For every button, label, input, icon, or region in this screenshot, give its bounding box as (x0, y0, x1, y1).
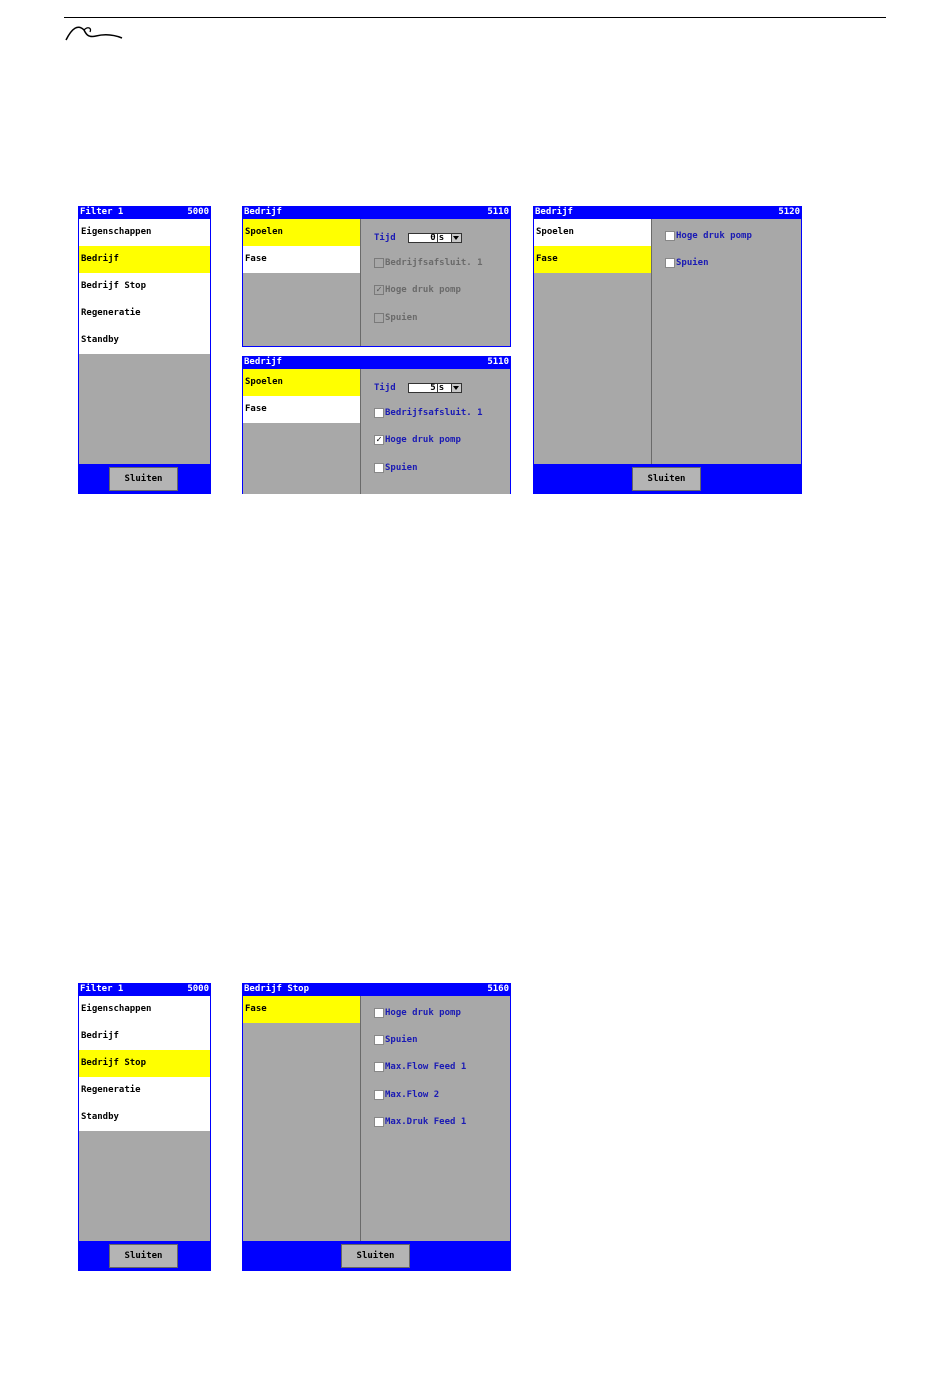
menu-item-fase[interactable]: Fase (243, 996, 360, 1023)
checkbox[interactable] (374, 258, 384, 268)
tijd-input[interactable]: 5 (408, 383, 438, 393)
option-row-bedrijfsafsluit[interactable] (374, 256, 483, 270)
option-row-spuien[interactable] (374, 461, 418, 475)
menu-item-bedrijf[interactable]: Bedrijf (79, 246, 210, 273)
menu-item-regeneratie[interactable]: Regeneratie (79, 300, 210, 327)
option-row-spuien[interactable] (665, 256, 709, 270)
checkbox[interactable] (374, 463, 384, 473)
option-row-hoge-druk-pomp[interactable] (374, 283, 461, 297)
option-label: Max.Flow 2 (385, 1090, 440, 1100)
option-label: Spuien (676, 258, 709, 268)
tijd-label: Tijd (374, 233, 396, 243)
menu-item-spoelen[interactable]: Spoelen (243, 219, 360, 246)
option-row-max-flow-2[interactable] (374, 1088, 439, 1102)
option-row-max-flow-feed-1[interactable] (374, 1060, 466, 1074)
title-bar (242, 206, 511, 218)
close-button[interactable]: Sluiten (632, 467, 701, 491)
side-menu (243, 369, 360, 494)
menu-item-bedrijf[interactable]: Bedrijf (79, 1023, 210, 1050)
unit-select[interactable]: s (438, 233, 452, 243)
checkbox[interactable] (374, 1062, 384, 1072)
tijd-row (374, 381, 462, 395)
option-row-spuien[interactable] (374, 1033, 418, 1047)
option-row-hoge-druk-pomp[interactable] (665, 229, 752, 243)
bedrijf-fase-window (533, 206, 802, 494)
menu-item-fase[interactable]: Fase (243, 396, 360, 423)
settings-pane (651, 219, 801, 464)
title-bar (242, 983, 511, 995)
settings-pane (360, 369, 510, 494)
menu-item-fase[interactable]: Fase (534, 246, 651, 273)
bedrijf-spoelen-disabled-window (242, 206, 511, 347)
tijd-label: Tijd (374, 383, 396, 393)
window-title: Filter 1 (80, 984, 124, 994)
option-row-spuien[interactable] (374, 311, 418, 325)
screen-code: 5160 (487, 984, 509, 994)
option-row-bedrijfsafsluit[interactable] (374, 406, 483, 420)
menu-item-eigenschappen[interactable]: Eigenschappen (79, 996, 210, 1023)
checkbox[interactable] (665, 231, 675, 241)
option-label: Hoge druk pomp (385, 285, 461, 295)
option-row-hoge-druk-pomp[interactable] (374, 433, 461, 447)
footer-bar (533, 464, 802, 494)
option-row-hoge-druk-pomp[interactable] (374, 1006, 461, 1020)
chevron-down-icon[interactable] (452, 233, 462, 243)
screen-code: 5110 (487, 357, 509, 367)
option-label: Spuien (385, 463, 418, 473)
checkbox[interactable] (374, 1008, 384, 1018)
option-label: Bedrijfsafsluit. 1 (385, 408, 483, 418)
screen-code: 5000 (187, 984, 209, 994)
checkbox[interactable] (665, 258, 675, 268)
settings-pane (360, 219, 510, 346)
title-bar (533, 206, 802, 218)
side-menu (79, 996, 210, 1241)
checkbox[interactable] (374, 1035, 384, 1045)
menu-item-fase[interactable]: Fase (243, 246, 360, 273)
bedrijf-spoelen-enabled-window (242, 356, 511, 494)
header-rule (64, 17, 886, 18)
screen-code: 5120 (778, 207, 800, 217)
side-menu (243, 996, 360, 1241)
window-title: Bedrijf Stop (244, 984, 310, 994)
menu-item-eigenschappen[interactable]: Eigenschappen (79, 219, 210, 246)
tijd-input[interactable]: 0 (408, 233, 438, 243)
unit-select[interactable]: s (438, 383, 452, 393)
menu-item-bedrijf-stop[interactable]: Bedrijf Stop (79, 1050, 210, 1077)
screen-code: 5110 (487, 207, 509, 217)
window-title: Bedrijf (535, 207, 573, 217)
option-row-max-druk-feed-1[interactable] (374, 1115, 466, 1129)
menu-item-standby[interactable]: Standby (79, 1104, 210, 1131)
option-label: Spuien (385, 313, 418, 323)
close-button[interactable]: Sluiten (341, 1244, 410, 1268)
menu-item-spoelen[interactable]: Spoelen (534, 219, 651, 246)
menu-item-standby[interactable]: Standby (79, 327, 210, 354)
settings-pane (360, 996, 510, 1241)
option-label: Hoge druk pomp (676, 231, 752, 241)
checkbox[interactable] (374, 313, 384, 323)
footer-bar (242, 1241, 511, 1271)
checkmark-icon[interactable]: ✓ (374, 435, 384, 445)
checkbox[interactable] (374, 1117, 384, 1127)
checkmark-icon[interactable]: ✓ (374, 285, 384, 295)
option-label: Spuien (385, 1035, 418, 1045)
filter-menu-window (78, 206, 211, 494)
option-label: Bedrijfsafsluit. 1 (385, 258, 483, 268)
title-bar (242, 356, 511, 368)
side-menu (79, 219, 210, 464)
menu-item-spoelen[interactable]: Spoelen (243, 369, 360, 396)
window-title: Bedrijf (244, 357, 282, 367)
screen-code: 5000 (187, 207, 209, 217)
filter-menu-window (78, 983, 211, 1271)
option-label: Max.Druk Feed 1 (385, 1117, 467, 1127)
option-label: Hoge druk pomp (385, 435, 461, 445)
window-title: Filter 1 (80, 207, 124, 217)
option-label: Hoge druk pomp (385, 1008, 461, 1018)
footer-bar (78, 464, 211, 494)
menu-item-regeneratie[interactable]: Regeneratie (79, 1077, 210, 1104)
option-label: Max.Flow Feed 1 (385, 1062, 467, 1072)
tijd-row (374, 231, 462, 245)
menu-item-bedrijf-stop[interactable]: Bedrijf Stop (79, 273, 210, 300)
footer-bar (78, 1241, 211, 1271)
title-bar (78, 983, 211, 995)
side-menu (243, 219, 360, 346)
close-button[interactable]: Sluiten (109, 467, 178, 491)
checkbox[interactable] (374, 1090, 384, 1100)
chevron-down-icon[interactable] (452, 383, 462, 393)
side-menu (534, 219, 651, 464)
checkbox[interactable] (374, 408, 384, 418)
window-title: Bedrijf (244, 207, 282, 217)
bedrijf-stop-window (242, 983, 511, 1271)
title-bar (78, 206, 211, 218)
close-button[interactable]: Sluiten (109, 1244, 178, 1268)
wave-logo-icon (64, 22, 124, 44)
